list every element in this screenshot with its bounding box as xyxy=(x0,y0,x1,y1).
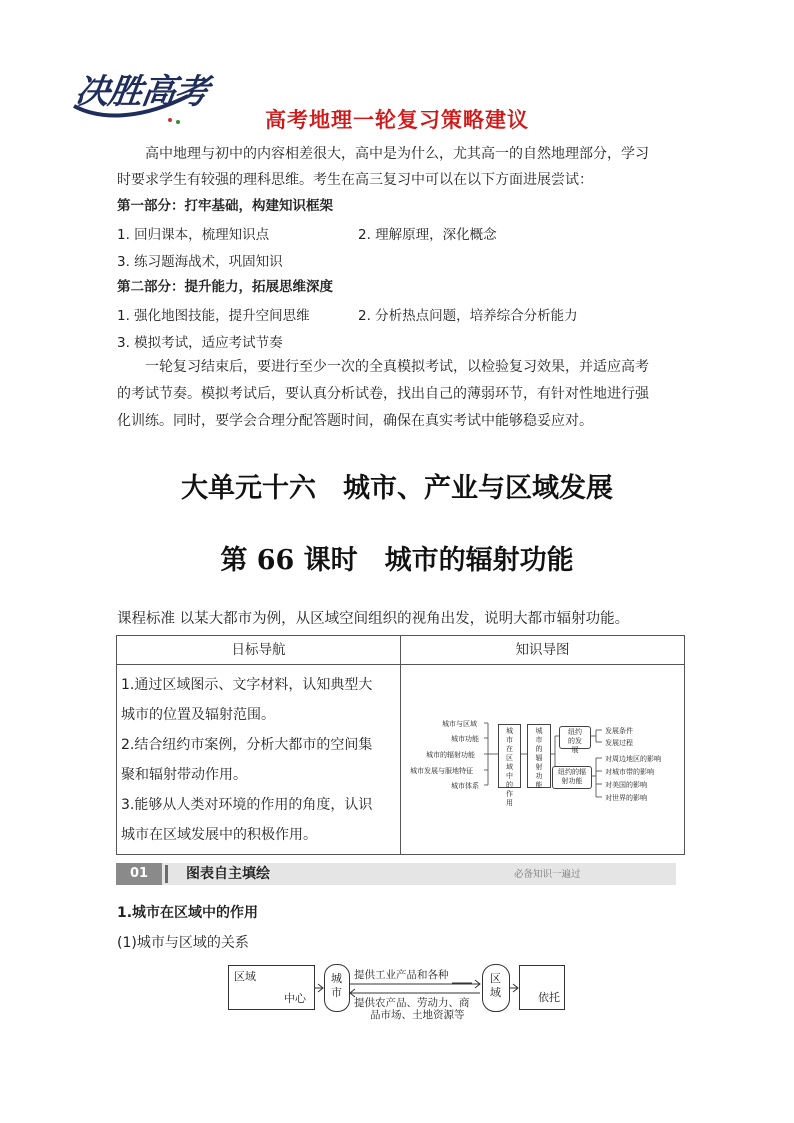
mindmap-box-ny-development xyxy=(559,726,591,754)
mindmap-right-item: 对周边地区的影响 xyxy=(605,755,661,763)
goal-line: 城市在区域发展中的积极作用。 xyxy=(121,827,317,843)
mindmap-left-item: 城市与区域 xyxy=(442,720,477,728)
goal-line: 3.能够从人类对环境的作用的角度，认识 xyxy=(121,797,373,813)
top-arrow-label: 提供工业产品和各种 xyxy=(354,969,449,981)
part2-item-3: 3. 模拟考试，适应考试节奏 xyxy=(117,335,283,351)
mindmap-left-item: 城市体系 xyxy=(451,782,479,790)
region-center-box-line-2: 中心 xyxy=(284,992,306,1005)
mindmap-box-radiation-label: 城市的辐射功能 xyxy=(535,727,543,789)
section-number: 01 xyxy=(116,863,162,885)
lesson-title: 第 66 课时 城市的辐射功能 xyxy=(220,545,574,576)
main-title: 高考地理一轮复习策略建议 xyxy=(265,108,529,132)
mindmap-right-item: 发展过程 xyxy=(605,739,633,747)
mindmap-right-item: 发展条件 xyxy=(605,727,633,735)
closing-line-2: 的考试节奏。模拟考试后，要认真分析试卷，找出自己的薄弱环节，有针对性地进行强 xyxy=(117,386,649,402)
closing-line-3: 化训练。同时，要学会合理分配答题时间，确保在真实考试中能够稳妥应对。 xyxy=(117,413,593,429)
mindmap-box-ny-radiation-label: 纽约的辐射功能 xyxy=(558,768,586,785)
mindmap-left-item: 城市的辐射功能 xyxy=(426,751,475,759)
city-node xyxy=(324,964,350,1012)
part1-item-1: 1. 回归课本，梳理知识点 xyxy=(117,227,270,243)
goal-line: 聚和辐射带动作用。 xyxy=(121,767,247,783)
goal-line: 城市的位置及辐射范围。 xyxy=(121,707,275,723)
intro-line-2: 时要求学生有较强的理科思维。考生在高三复习中可以在以下方面进展尝试： xyxy=(117,172,593,188)
part2-heading: 第二部分：提升能力，拓展思维深度 xyxy=(117,279,333,295)
section-divider xyxy=(165,865,168,883)
closing-line-1: 一轮复习结束后，要进行至少一次的全真模拟考试，以检验复习效果，并适应高考 xyxy=(145,359,649,375)
mindmap-left-item: 城市发展与服地特征 xyxy=(410,767,473,775)
city-region-diagram xyxy=(226,962,566,1021)
unit-title: 大单元十六 城市、产业与区域发展 xyxy=(181,473,613,504)
region-node-label: 区域 xyxy=(490,972,501,999)
sub-heading: 1.城市在区域中的作用 xyxy=(117,905,259,921)
mindmap-left-item: 城市功能 xyxy=(451,735,479,743)
intro-line-1: 高中地理与初中的内容相差很大，高中是为什么，尤其高一的自然地理部分，学习 xyxy=(145,146,649,162)
mindmap-box-ny-radiation xyxy=(552,766,592,789)
sub-sub-heading: (1)城市与区域的关系 xyxy=(117,935,249,951)
mindmap-right-item: 对城市带的影响 xyxy=(605,768,654,776)
part1-heading: 第一部分：打牢基础，构建知识框架 xyxy=(117,198,333,214)
dependency-box-label: 依托 xyxy=(538,991,560,1004)
city-node-label: 城市 xyxy=(331,972,342,999)
part2-item-2: 2. 分析热点问题，培养综合分析能力 xyxy=(358,308,578,324)
mindmap-right-item: 对世界的影响 xyxy=(605,794,647,802)
goals-cell xyxy=(117,665,401,855)
course-standard: 课程标准 以某大都市为例，从区域空间组织的视角出发，说明大都市辐射功能。 xyxy=(117,611,630,627)
part2-item-1: 1. 强化地图技能，提升空间思维 xyxy=(117,308,310,324)
region-node xyxy=(482,964,510,1012)
knowledge-mindmap xyxy=(400,664,684,852)
goal-line: 2.结合纽约市案例，分析大都市的空间集 xyxy=(121,737,373,753)
mindmap-box-ny-development-label: 纽约的发展 xyxy=(568,728,582,754)
mindmap-right-item: 对美国的影响 xyxy=(605,781,647,789)
goal-line: 1.通过区域图示、文字材料，认知典型大 xyxy=(121,677,373,693)
section-title: 图表自主填绘 xyxy=(186,866,270,882)
bottom-arrow-label-line-1: 提供农产品、劳动力、商 xyxy=(354,997,470,1009)
section-subtitle: 必备知识一遍过 xyxy=(514,869,581,880)
part1-item-2: 2. 理解原理，深化概念 xyxy=(358,227,497,243)
mindmap-box-city-role-label: 城市在区域中的作用 xyxy=(506,727,513,807)
table-header-mindmap: 知识导图 xyxy=(401,636,685,665)
region-center-box-line-1: 区域 xyxy=(234,970,256,983)
mindmap-box-radiation xyxy=(527,724,551,788)
mindmap-box-city-role xyxy=(498,724,521,807)
logo: 决胜高考 xyxy=(72,72,211,112)
table-header-goals: 日标导航 xyxy=(117,636,401,665)
part1-item-3: 3. 练习题海战术，巩固知识 xyxy=(117,254,283,270)
bottom-arrow-label-line-2: 品市场、土地资源等 xyxy=(370,1009,465,1021)
